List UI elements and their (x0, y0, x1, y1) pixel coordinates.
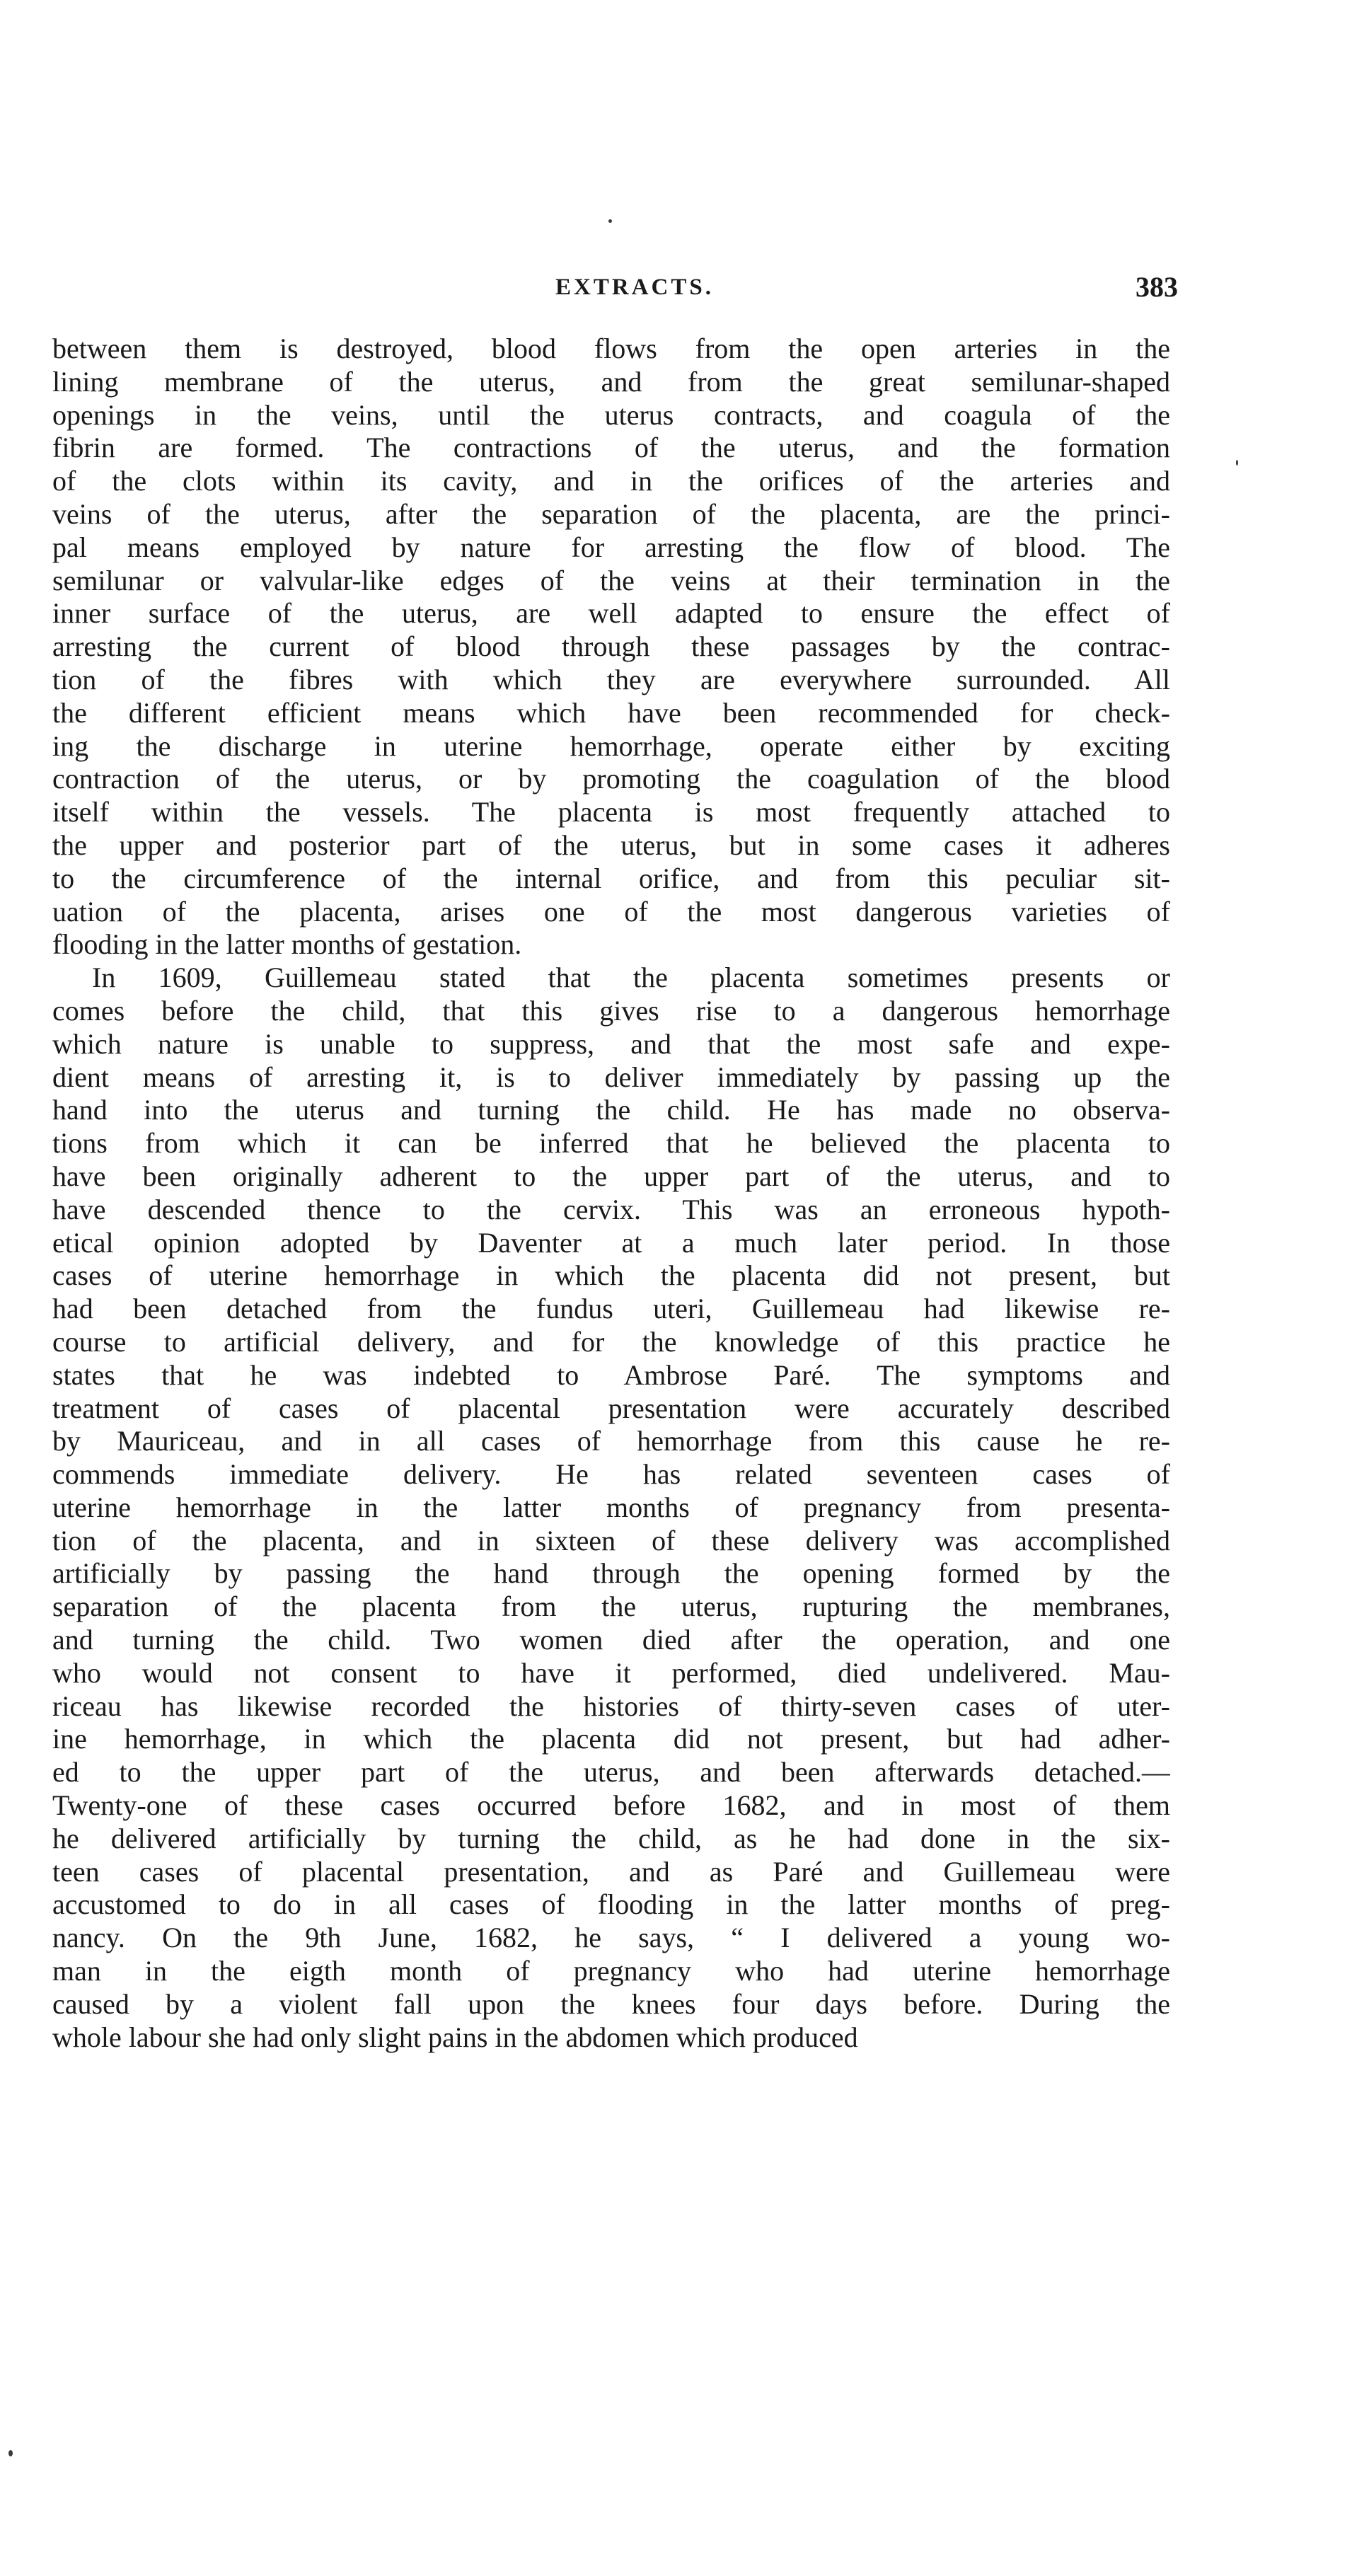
text-line: have descended thence to the cervix. This was an erroneous hypoth- (52, 1193, 1170, 1225)
paragraph (52, 333, 1170, 961)
text-line: have been originally adherent to the upper part of the uterus, and to (52, 1160, 1170, 1192)
text-line: Twenty-one of these cases occurred before 1682, and in most of them (52, 1789, 1170, 1822)
text-line: nancy. On the 9th June, 1682, he says, “ I delivered a young wo- (52, 1922, 1170, 1954)
text-line: hand into the uterus and turning the child. He has made no observa- (52, 1094, 1170, 1126)
text-line: artificially by passing the hand through the opening formed by the (52, 1557, 1170, 1590)
page-number: 383 (1136, 271, 1178, 303)
text-line: semilunar or valvular-like edges of the veins at their termination in the (52, 564, 1170, 596)
running-head (555, 269, 1178, 306)
text-line: ed to the upper part of the uterus, and been afterwards detached.— (52, 1756, 1170, 1789)
text-line: dient means of arresting it, is to deliver immediately by passing up the (52, 1061, 1170, 1093)
text-line: separation of the placenta from the uterus, rupturing the membranes, (52, 1590, 1170, 1623)
text-line: fibrin are formed. The contractions of the uterus, and the formation (52, 432, 1170, 464)
text-line: openings in the veins, until the uterus contracts, and coagula of the (52, 398, 1170, 431)
text-line: ing the discharge in uterine hemorrhage, operate either by exciting (52, 729, 1170, 762)
text-line: treatment of cases of placental presentation were accurately described (52, 1392, 1170, 1424)
text-line: flooding in the latter months of gestation. (52, 928, 522, 961)
text-line: uation of the placenta, arises one of the most dangerous varieties of (52, 895, 1170, 928)
text-line: he delivered artificially by turning the child, as he had done in the six- (52, 1822, 1170, 1854)
text-line: between them is destroyed, blood flows from the open arteries in the (52, 333, 1170, 364)
paragraph (52, 961, 1170, 2054)
text-line: whole labour she had only slight pains in the abdomen which produced (52, 2021, 858, 2053)
text-line: and turning the child. Two women died after the operation, and one (52, 1624, 1170, 1656)
text-line: riceau has likewise recorded the histories of thirty-seven cases of uter- (52, 1690, 1170, 1722)
text-line: veins of the uterus, after the separation of the placenta, are the princi- (52, 497, 1170, 530)
text-line: contraction of the uterus, or by promoting the coagulation of the blood (52, 763, 1170, 795)
text-line: lining membrane of the uterus, and from the great semilunar-shaped (52, 365, 1170, 398)
text-line: tion of the fibres with which they are everywhere surrounded. All (52, 663, 1170, 695)
text-line: etical opinion adopted by Daventer at a much later period. In those (52, 1226, 1170, 1259)
text-line: inner surface of the uterus, are well adapted to ensure the effect of (52, 597, 1170, 630)
text-line: man in the eigth month of pregnancy who had uterine hemorrhage (52, 1955, 1170, 1987)
text-line: cases of uterine hemorrhage in which the placenta did not present, but (52, 1259, 1170, 1292)
running-title: EXTRACTS. (555, 275, 714, 300)
text-line: uterine hemorrhage in the latter months of pregnancy from presenta- (52, 1491, 1170, 1523)
text-line: teen cases of placental presentation, and as Paré and Guillemeau were (52, 1855, 1170, 1888)
text-line: to the circumference of the internal orifice, and from this peculiar sit- (52, 862, 1170, 894)
text-line: had been detached from the fundus uteri, Guillemeau had likewise re- (52, 1293, 1170, 1325)
text-line: itself within the vessels. The placenta is most frequently attached to (52, 796, 1170, 828)
text-line: commends immediate delivery. He has related seventeen cases of (52, 1458, 1170, 1491)
text-line: by Mauriceau, and in all cases of hemorrhage from this cause he re- (52, 1425, 1170, 1457)
text-line: the different efficient means which have been recommended for check- (52, 696, 1170, 729)
text-line: pal means employed by nature for arresting the flow of blood. The (52, 531, 1170, 563)
ink-speck (1236, 460, 1238, 466)
text-line: course to artificial delivery, and for the knowledge of this practice he (52, 1325, 1170, 1358)
ink-speck (8, 2450, 13, 2456)
text-line: states that he was indebted to Ambrose Paré. The symptoms and (52, 1358, 1170, 1391)
text-line: who would not consent to have it performed, died undelivered. Mau- (52, 1656, 1170, 1689)
text-line: caused by a violent fall upon the knees four days before. During the (52, 1987, 1170, 2020)
text-line: of the clots within its cavity, and in the orifices of the arteries and (52, 465, 1170, 497)
text-line: In 1609, Guillemeau stated that the placenta sometimes presents or (92, 961, 1170, 994)
text-line: comes before the child, that this gives rise to a dangerous hemorrhage (52, 994, 1170, 1027)
text-line: tion of the placenta, and in sixteen of these delivery was accomplished (52, 1524, 1170, 1556)
text-line: arresting the current of blood through these passages by the contrac- (52, 630, 1170, 663)
text-line: the upper and posterior part of the uterus, but in some cases it adheres (52, 828, 1170, 861)
body-text (52, 333, 1170, 2054)
text-line: accustomed to do in all cases of flooding in the latter months of preg- (52, 1888, 1170, 1921)
text-line: ine hemorrhage, in which the placenta did not present, but had adher- (52, 1723, 1170, 1755)
ink-speck (608, 219, 612, 223)
text-line: tions from which it can be inferred that he believed the placenta to (52, 1127, 1170, 1160)
text-line: which nature is unable to suppress, and that the most safe and expe- (52, 1027, 1170, 1060)
